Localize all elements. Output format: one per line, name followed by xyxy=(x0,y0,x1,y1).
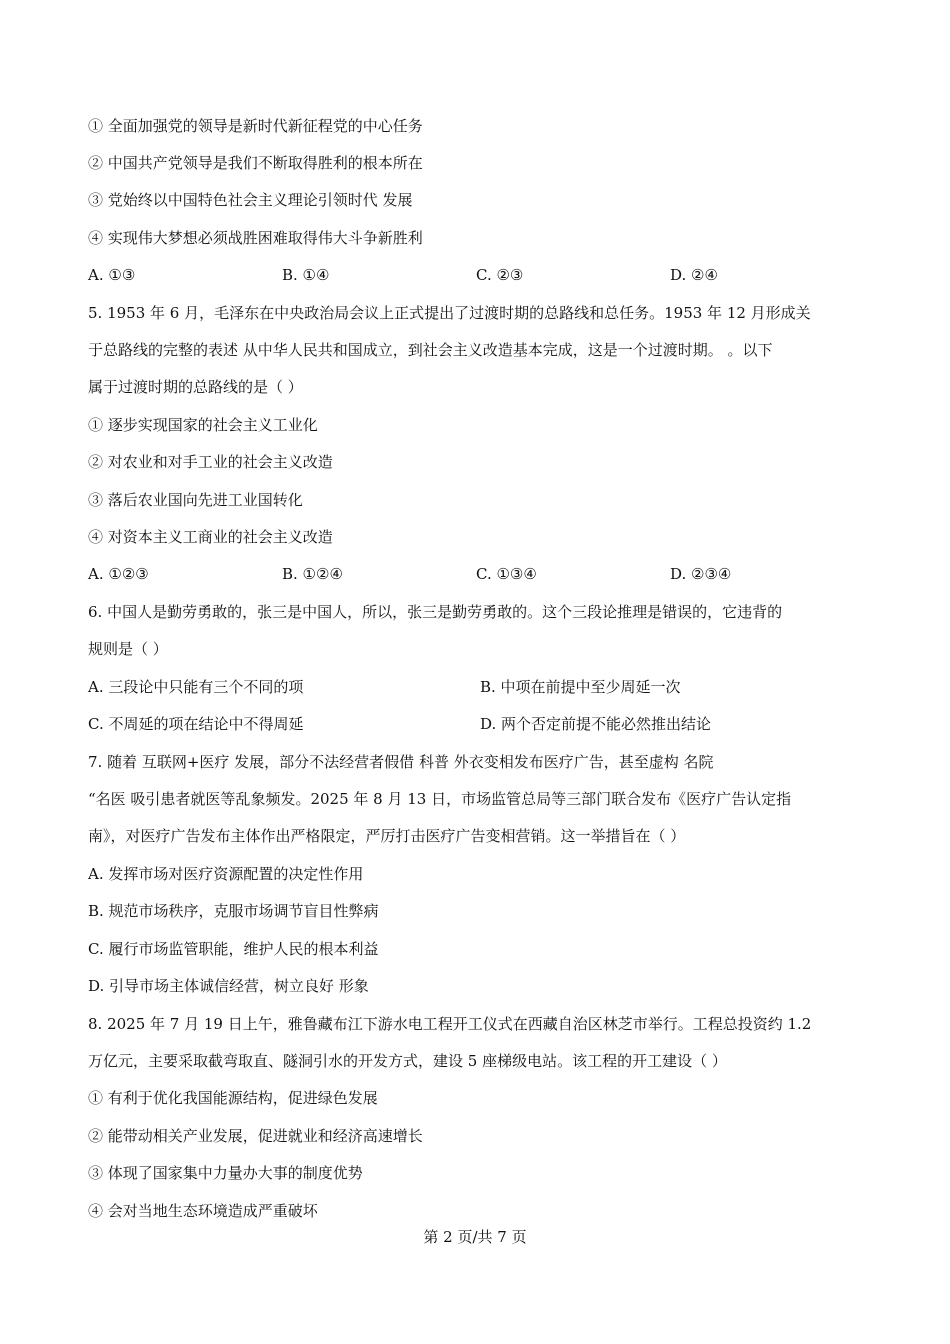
q8-item-3: ③ 体现了国家集中力量办大事的制度优势 xyxy=(88,1164,363,1182)
q8-item-1: ① 有利于优化我国能源结构，促进绿色发展 xyxy=(88,1089,378,1107)
q6-stem-line-1: 6. 中国人是勤劳勇敢的，张三是中国人，所以，张三是勤劳勇敢的。这个三段论推理是错误的，它违背的 xyxy=(88,603,783,621)
q7-option-b: B. 规范市场秩序，克服市场调节盲目性弊病 xyxy=(88,902,379,920)
q7-option-a: A. 发挥市场对医疗资源配置的决定性作用 xyxy=(88,865,364,883)
q6-option-d: D. 两个否定前提不能必然推出结论 xyxy=(480,715,712,733)
q4-item-2: ② 中国共产党领导是我们不断取得胜利的根本所在 xyxy=(88,154,423,172)
q6-option-c: C. 不周延的项在结论中不得周延 xyxy=(88,715,304,733)
q5-item-2: ② 对农业和对手工业的社会主义改造 xyxy=(88,453,333,471)
q7-stem-line-3: 南》，对医疗广告发布主体作出严格限定，严厉打击医疗广告变相营销。这一举措旨在（ ） xyxy=(88,827,686,845)
q4-item-1: ① 全面加强党的领导是新时代新征程党的中心任务 xyxy=(88,117,423,135)
q4-option-b: B. ①④ xyxy=(282,266,330,284)
q7-option-d: D. 引导市场主体诚信经营，树立良好 形象 xyxy=(88,977,369,995)
q5-option-b: B. ①②④ xyxy=(282,565,343,583)
q6-stem-line-2: 规则是（ ） xyxy=(88,640,168,658)
q5-option-d: D. ②③④ xyxy=(670,565,732,583)
q5-stem-line-3: 属于过渡时期的总路线的是（ ） xyxy=(88,378,303,396)
q5-option-a: A. ①②③ xyxy=(88,565,149,583)
q5-item-1: ① 逐步实现国家的社会主义工业化 xyxy=(88,416,318,434)
q6-option-a: A. 三段论中只能有三个不同的项 xyxy=(88,678,304,696)
q5-item-4: ④ 对资本主义工商业的社会主义改造 xyxy=(88,528,333,546)
q7-stem-line-1: 7. 随着 互联网+医疗 发展，部分不法经营者假借 科普 外衣变相发布医疗广告，甚至虚构 名院 xyxy=(88,753,714,771)
q5-stem-line-2: 于总路线的完整的表述 从中华人民共和国成立，到社会主义改造基本完成，这是一个过渡时期。 。以下 xyxy=(88,341,773,359)
q7-stem-line-2: “名医 吸引患者就医等乱象频发。2025 年 8 月 13 日，市场监管总局等三部门联合发布《医疗广告认定指 xyxy=(88,790,792,808)
q7-option-c: C. 履行市场监管职能，维护人民的根本利益 xyxy=(88,940,379,958)
q5-item-3: ③ 落后农业国向先进工业国转化 xyxy=(88,491,303,509)
q8-stem-line-2: 万亿元，主要采取截弯取直、隧洞引水的开发方式，建设 5 座梯级电站。该工程的开工建设（ ） xyxy=(88,1052,727,1070)
q4-item-3: ③ 党始终以中国特色社会主义理论引领时代 发展 xyxy=(88,191,413,209)
q8-item-4: ④ 会对当地生态环境造成严重破坏 xyxy=(88,1202,318,1220)
q4-item-4: ④ 实现伟大梦想必须战胜困难取得伟大斗争新胜利 xyxy=(88,229,423,247)
q8-stem-line-1: 8. 2025 年 7 月 19 日上午，雅鲁藏布江下游水电工程开工仪式在西藏自治区林芝市举行。工程总投资约 1.2 xyxy=(88,1015,812,1033)
q4-option-d: D. ②④ xyxy=(670,266,718,284)
q6-option-b: B. 中项在前提中至少周延一次 xyxy=(480,678,681,696)
q5-stem-line-1: 5. 1953 年 6 月，毛泽东在中央政治局会议上正式提出了过渡时期的总路线和总任务。1953 年 12 月形成关 xyxy=(88,304,811,322)
q4-option-a: A. ①③ xyxy=(88,266,136,284)
page-number-footer: 第 2 页/共 7 页 xyxy=(423,1228,527,1246)
q4-option-c: C. ②③ xyxy=(476,266,524,284)
q8-item-2: ② 能带动相关产业发展，促进就业和经济高速增长 xyxy=(88,1127,423,1145)
q5-option-c: C. ①③④ xyxy=(476,565,537,583)
